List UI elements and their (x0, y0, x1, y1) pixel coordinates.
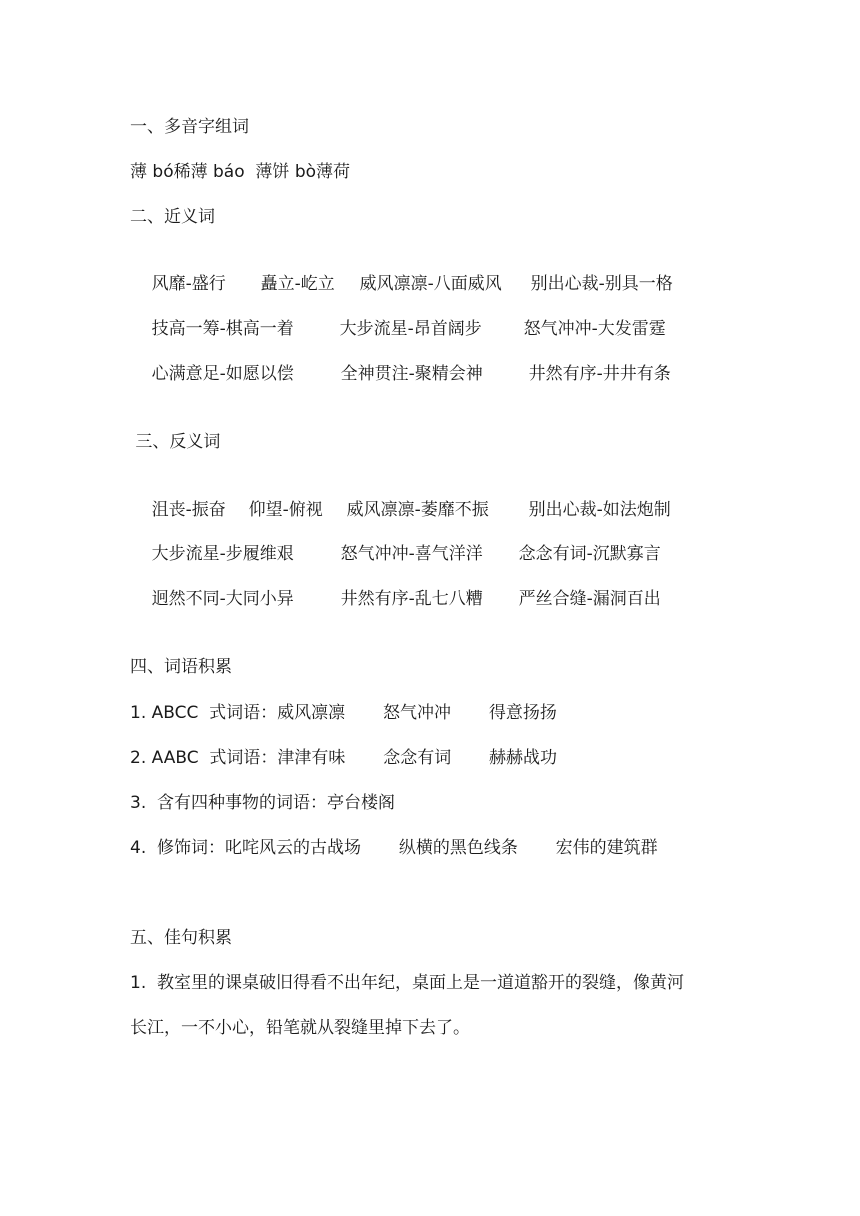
antonym-pair: 仰望-俯视 (248, 500, 323, 520)
antonym-row-3 (130, 566, 661, 632)
vocab-item-1: 1. ABCC 式词语：威风凛凛 怒气冲冲 得意扬扬 (130, 703, 557, 723)
synonym-pair: 全神贯注-聚精会神 (340, 364, 483, 384)
vocab-item-3: 3. 含有四种事物的词语：亭台楼阁 (130, 793, 396, 813)
synonym-pair: 心满意足-如愿以偿 (151, 364, 294, 384)
synonym-pair: 技高一筹-棋高一着 (151, 319, 294, 339)
synonym-pair: 井然有序-井井有条 (528, 364, 671, 384)
heading-sentences: 五、佳句积累 (130, 928, 232, 948)
synonym-pair: 怒气冲冲-大发雷霆 (523, 319, 666, 339)
antonym-pair: 别出心裁-如法炮制 (528, 500, 671, 520)
synonym-row-3 (130, 341, 671, 407)
heading-antonyms: 三、反义词 (130, 432, 221, 452)
antonym-pair: 井然有序-乱七八糟 (340, 589, 483, 609)
heading-polyphone: 一、多音字组词 (130, 117, 249, 137)
heading-vocab: 四、词语积累 (130, 657, 232, 677)
antonym-pair: 念念有词-沉默寡言 (518, 544, 661, 564)
antonym-pair: 怒气冲冲-喜气洋洋 (340, 544, 483, 564)
vocab-item-2: 2. AABC 式词语：津津有味 念念有词 赫赫战功 (130, 748, 558, 768)
synonym-pair: 威风凛凛-八面威风 (359, 274, 502, 294)
antonym-pair: 迥然不同-大同小异 (151, 589, 294, 609)
sentence-item-1-line-2: 长江，一不小心，铅笔就从裂缝里掉下去了。 (130, 1018, 470, 1038)
antonym-pair: 沮丧-振奋 (151, 500, 226, 520)
antonym-pair: 严丝合缝-漏洞百出 (518, 589, 661, 609)
synonym-pair: 风靡-盛行 (151, 274, 226, 294)
sentence-item-1-line-1: 1. 教室里的课桌破旧得看不出年纪，桌面上是一道道豁开的裂缝，像黄河 (130, 973, 685, 993)
polyphone-line: 薄 bó稀薄 báo 薄饼 bò薄荷 (130, 162, 351, 182)
synonym-pair: 别出心裁-别具一格 (530, 274, 673, 294)
heading-synonyms: 二、近义词 (130, 207, 215, 227)
vocab-item-4: 4. 修饰词：叱咤风云的古战场 纵横的黑色线条 宏伟的建筑群 (130, 838, 658, 858)
antonym-pair: 大步流星-步履维艰 (151, 544, 294, 564)
synonym-pair: 大步流星-昂首阔步 (339, 319, 482, 339)
antonym-pair: 威风凛凛-萎靡不振 (346, 500, 489, 520)
synonym-pair: 矗立-屹立 (260, 274, 335, 294)
